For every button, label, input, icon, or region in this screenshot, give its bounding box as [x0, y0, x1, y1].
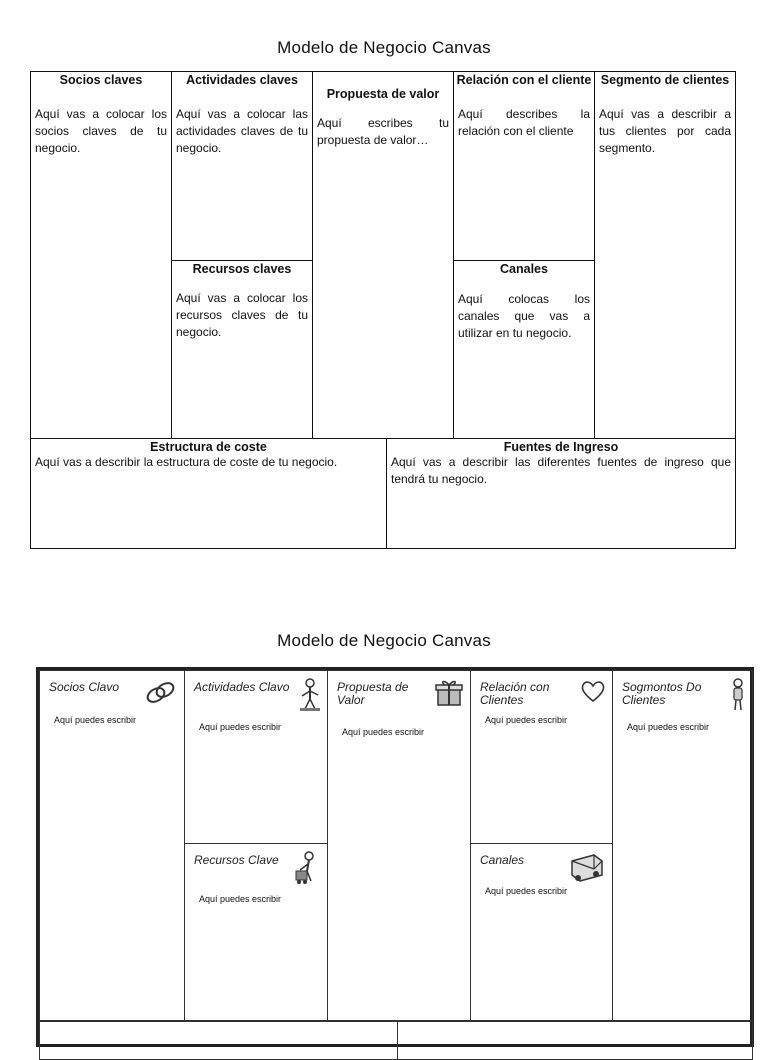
- canales-template-cell[interactable]: [470, 843, 613, 1022]
- relacion-clientes-cell[interactable]: [470, 670, 613, 844]
- segmento-clientes-text: Aquí vas a describir a tus clientes por cada segmento.: [599, 107, 731, 155]
- segmentos-clientes-cell[interactable]: [612, 670, 753, 1022]
- actividades-clave-cell[interactable]: [184, 670, 328, 844]
- segmentos-clientes-header: Sogmontos Do Clientes: [622, 680, 702, 707]
- segmentos-clientes-text: Aquí puedes escribir: [627, 722, 710, 732]
- canales-template-text: Aquí puedes escribir: [485, 886, 568, 896]
- relacion-cliente-header: Relación con el cliente: [456, 73, 592, 87]
- worker-cart-icon: [295, 851, 321, 890]
- actividades-claves-cell[interactable]: [171, 71, 313, 261]
- relacion-clientes-header: Relación con Clientes: [480, 680, 550, 707]
- recursos-claves-cell[interactable]: [171, 260, 313, 439]
- gift-icon: [434, 678, 464, 713]
- socios-clave-cell[interactable]: [39, 670, 185, 1022]
- propuesta-valor-header: Propuesta de valor: [326, 87, 440, 101]
- canales-text: Aquí colocas los canales que vas a utilizar en tu negocio.: [458, 292, 590, 340]
- canales-header: Canales: [500, 262, 548, 276]
- relacion-cliente-text: Aquí describes la relación con el cliente: [458, 107, 590, 138]
- chain-link-icon: [144, 678, 178, 713]
- worker-icon: [299, 678, 321, 717]
- relacion-clientes-text: Aquí puedes escribir: [485, 715, 568, 725]
- page-title-2: Modelo de Negocio Canvas: [277, 631, 491, 650]
- fuentes-ingreso-header: Fuentes de Ingreso: [503, 440, 619, 454]
- recursos-claves-text: Aquí vas a colocar los recursos claves de tu negocio.: [176, 291, 308, 339]
- canales-template-header: Canales: [480, 853, 525, 867]
- page-title-1: Modelo de Negocio Canvas: [277, 38, 491, 57]
- relacion-cliente-cell[interactable]: [453, 71, 595, 261]
- propuesta-valor-cell[interactable]: [312, 71, 454, 439]
- person-icon: [730, 678, 746, 717]
- actividades-claves-text: Aquí vas a colocar las actividades claves de tu negocio.: [176, 107, 308, 155]
- propuesta-valor-text: Aquí escribes tu propuesta de valor…: [317, 116, 449, 147]
- recursos-clave-cell[interactable]: [184, 843, 328, 1022]
- estructura-coste-text: Aquí vas a describir la estructura de coste de tu negocio.: [35, 455, 338, 469]
- truck-icon: [568, 851, 606, 888]
- actividades-clave-header: Actividades Clavo: [194, 680, 290, 694]
- fuentes-ingreso-cell[interactable]: [386, 438, 736, 549]
- estructura-coste-header: Estructura de coste: [150, 440, 267, 454]
- heart-icon: [580, 678, 606, 709]
- fuentes-ingreso-text: Aquí vas a describir las diferentes fuentes de ingreso que tendrá tu negocio.: [391, 455, 731, 486]
- socios-claves-text: Aquí vas a colocar los socios claves de tu negocio.: [35, 107, 167, 155]
- socios-claves-cell[interactable]: [30, 71, 172, 439]
- estructura-coste-template-cell[interactable]: [39, 1020, 398, 1060]
- socios-clave-text: Aquí puedes escribir: [54, 715, 137, 725]
- propuesta-valor-template-cell[interactable]: [327, 670, 471, 1022]
- canales-cell[interactable]: [453, 260, 595, 439]
- actividades-claves-header: Actividades claves: [186, 73, 298, 87]
- propuesta-valor-template-header: Propuesta de Valor: [337, 680, 409, 707]
- actividades-clave-text: Aquí puedes escribir: [199, 722, 282, 732]
- propuesta-valor-template-text: Aquí puedes escribir: [342, 727, 425, 737]
- fuentes-ingreso-template-cell[interactable]: [397, 1020, 753, 1060]
- socios-clave-header: Socios Clavo: [49, 680, 120, 694]
- segmento-clientes-header: Segmento de clientes: [600, 73, 730, 87]
- recursos-claves-header: Recursos claves: [192, 262, 292, 276]
- segmento-clientes-cell[interactable]: [594, 71, 736, 439]
- socios-claves-header: Socios claves: [59, 73, 143, 87]
- recursos-clave-header: Recursos Clave: [194, 853, 279, 867]
- recursos-clave-text: Aquí puedes escribir: [199, 894, 282, 904]
- canvas-template-frame: [36, 667, 754, 1047]
- estructura-coste-cell[interactable]: [30, 438, 387, 549]
